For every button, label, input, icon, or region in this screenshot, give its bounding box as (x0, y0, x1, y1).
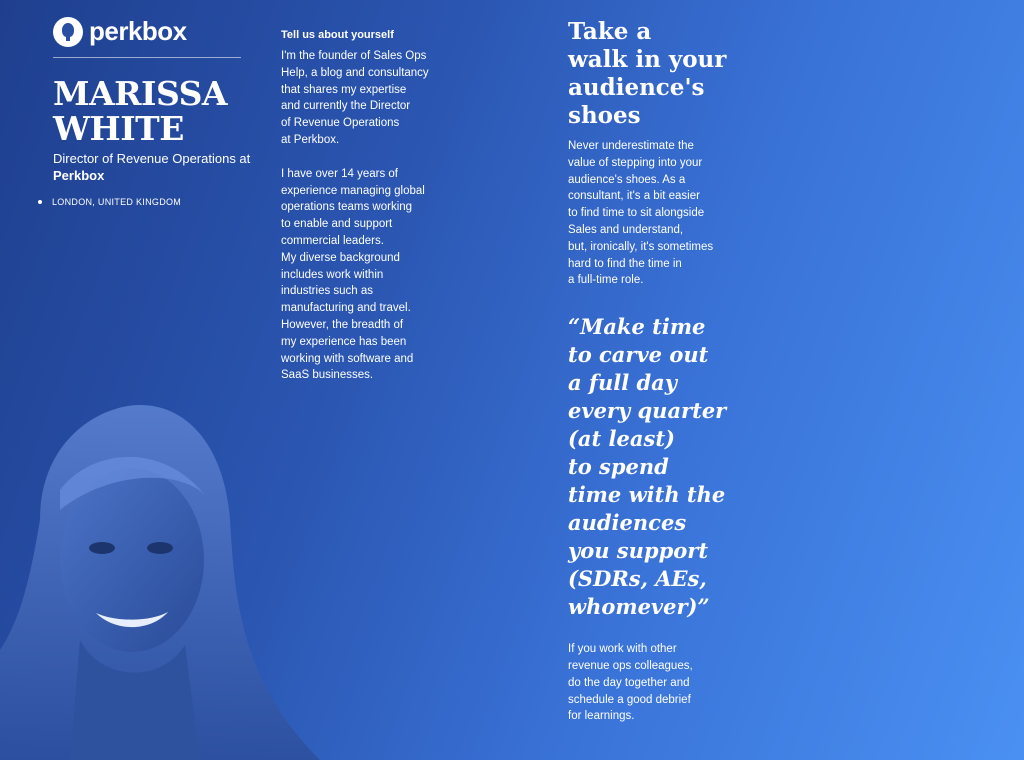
bullet-icon (38, 200, 42, 204)
person-name (53, 76, 227, 146)
divider (53, 57, 241, 58)
person-role (53, 150, 253, 184)
location-text: LONDON, UNITED KINGDOM (52, 197, 182, 207)
name-line-2: WHITE (53, 109, 184, 148)
portrait-illustration (0, 400, 340, 760)
article-outro: If you work with other revenue ops colleagues, do the day together and schedule a good debrief for learnings. (568, 643, 693, 723)
about-paragraph-2: I have over 14 years of experience managing global operations teams working to enable and support commercial leaders. My diverse background includes work within industries such as manufacturing and travel. However, the breadth of my experience has been working with software and SaaS businesses. (281, 167, 425, 382)
lightbulb-icon (53, 17, 83, 47)
logo-text: perkbox (89, 16, 187, 46)
article-heading: Take a walk in your audience's shoes (568, 18, 727, 129)
location (38, 197, 181, 207)
article-intro: Never underestimate the value of stepping into your audience's shoes. As a consultant, it's a bit easier to find time to sit alongside Sales and understand, but, ironically, it's sometimes hard to find the time in a full-time role. (568, 140, 714, 287)
name-line-1: MARISSA (53, 74, 228, 113)
about-section (281, 29, 456, 401)
brand-logo (53, 16, 187, 47)
pull-quote: “Make time to carve out a full day every quarter (at least) to spend time with the audiences you support (SDRs, AEs, whomever)” (568, 314, 727, 620)
role-text: Director of Revenue Operations at (53, 151, 251, 166)
role-company: Perkbox (53, 168, 105, 183)
portrait-photo (0, 400, 340, 760)
about-paragraph-1: I'm the founder of Sales Ops Help, a blog and consultancy that shares my expertise and currently the Director of Revenue Operations at Perkbox. (281, 50, 429, 146)
article-section (568, 18, 743, 725)
about-title: Tell us about yourself (281, 29, 394, 41)
